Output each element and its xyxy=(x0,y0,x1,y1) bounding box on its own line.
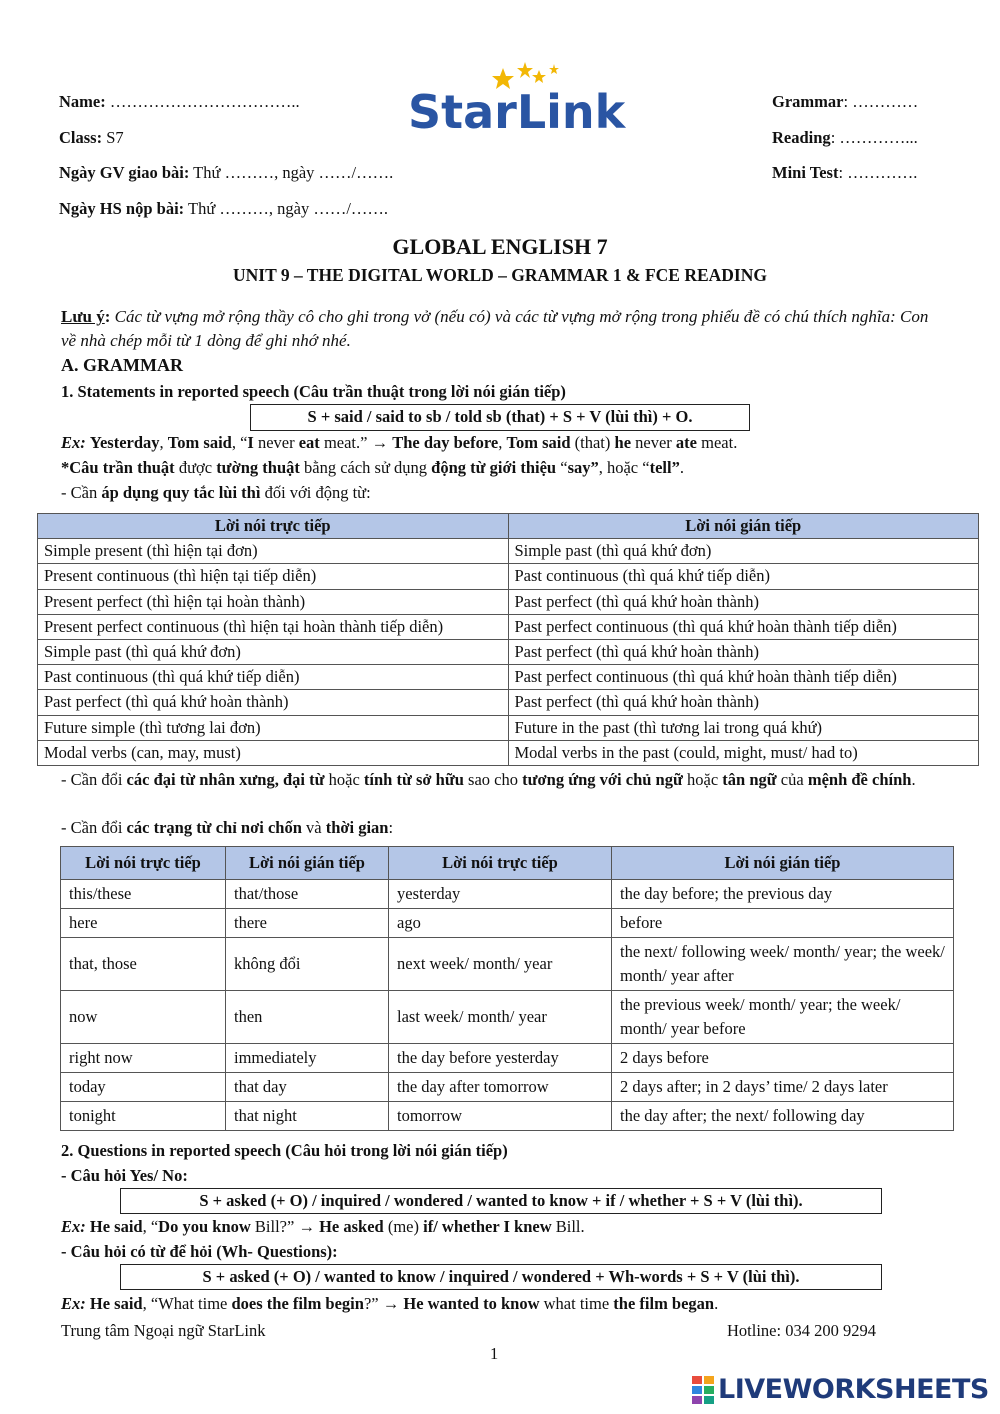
table-cell: yesterday xyxy=(389,880,612,909)
table-row xyxy=(38,665,979,690)
table-cell: Past perfect continuous (thì quá khứ hoàn thành tiếp diễn) xyxy=(508,614,979,639)
wh-formula: S + asked (+ O) / wanted to know / inquired / wondered + Wh-words + S + V (lùi thì). xyxy=(120,1264,882,1290)
liveworksheets-text: LIVEWORKSHEETS xyxy=(718,1374,989,1405)
table-cell: right now xyxy=(61,1044,226,1073)
backshift-rule: - Cần áp dụng quy tắc lùi thì đối với động từ: xyxy=(61,483,371,502)
table-row xyxy=(61,909,954,938)
table-cell: then xyxy=(226,991,389,1044)
questions-heading: 2. Questions in reported speech (Câu hỏi trong lời nói gián tiếp) xyxy=(61,1141,508,1160)
page-number: 1 xyxy=(490,1344,499,1363)
table-cell: Simple present (thì hiện tại đơn) xyxy=(38,539,509,564)
grammar-score: Grammar: ………… xyxy=(772,92,919,111)
table-cell: 2 days before xyxy=(612,1044,954,1073)
tense-table xyxy=(37,513,979,766)
table-header: Lời nói trực tiếp xyxy=(389,847,612,880)
table-row xyxy=(38,614,979,639)
table-row xyxy=(38,639,979,664)
table-cell: there xyxy=(226,909,389,938)
table-cell: Past continuous (thì quá khứ tiếp diễn) xyxy=(508,564,979,589)
page-title: GLOBAL ENGLISH 7 xyxy=(392,234,608,259)
table-cell: Present perfect (thì hiện tại hoàn thành) xyxy=(38,589,509,614)
table-cell: Past perfect (thì quá khứ hoàn thành) xyxy=(508,690,979,715)
table-cell: that/those xyxy=(226,880,389,909)
table-cell: Future in the past (thì tương lai trong quá khứ) xyxy=(508,715,979,740)
table-cell: Past perfect (thì quá khứ hoàn thành) xyxy=(508,589,979,614)
table-header: Lời nói gián tiếp xyxy=(612,847,954,880)
table-header: Lời nói trực tiếp xyxy=(61,847,226,880)
table-header: Lời nói gián tiếp xyxy=(226,847,389,880)
table-cell: Simple past (thì quá khứ đơn) xyxy=(38,639,509,664)
table-row xyxy=(61,880,954,909)
table-cell: that, those xyxy=(61,938,226,991)
footer-center-name: Trung tâm Ngoại ngữ StarLink xyxy=(61,1321,266,1340)
name-field: Name: …………………………….. xyxy=(59,92,300,111)
logo-star-icon xyxy=(517,62,533,78)
table-cell: the day before; the previous day xyxy=(612,880,954,909)
table-cell: Past continuous (thì quá khứ tiếp diễn) xyxy=(38,665,509,690)
table-cell: the day after tomorrow xyxy=(389,1073,612,1102)
table-cell: Past perfect (thì quá khứ hoàn thành) xyxy=(508,639,979,664)
yesno-example: Ex: He said, “Do you know Bill?” → He asked (me) if/ whether I knew Bill. xyxy=(61,1217,585,1236)
table-cell: không đổi xyxy=(226,938,389,991)
table-cell: today xyxy=(61,1073,226,1102)
table-row xyxy=(38,564,979,589)
starlink-logo xyxy=(408,62,638,142)
table-header: Lời nói trực tiếp xyxy=(38,514,509,539)
table-cell: Past perfect continuous (thì quá khứ hoàn thành tiếp diễn) xyxy=(508,665,979,690)
footer-hotline: Hotline: 034 200 9294 xyxy=(727,1321,876,1340)
statements-example: Ex: Yesterday, Tom said, “I never eat meat.” → The day before, Tom said (that) he never ate meat. xyxy=(61,433,738,452)
table-cell: Modal verbs (can, may, must) xyxy=(38,740,509,765)
assign-date-field: Ngày GV giao bài: Thứ ………, ngày ……/……. xyxy=(59,163,394,182)
table-cell: immediately xyxy=(226,1044,389,1073)
section-a-heading: A. GRAMMAR xyxy=(61,355,183,375)
table-cell: next week/ month/ year xyxy=(389,938,612,991)
table-cell: tomorrow xyxy=(389,1102,612,1131)
wh-example: Ex: He said, “What time does the film begin?” → He wanted to know what time the film began. xyxy=(61,1294,719,1313)
adverb-table xyxy=(60,846,954,1131)
liveworksheets-watermark xyxy=(692,1374,989,1405)
table-row xyxy=(38,539,979,564)
table-cell: last week/ month/ year xyxy=(389,991,612,1044)
table-cell: ago xyxy=(389,909,612,938)
table-cell: Present perfect continuous (thì hiện tại hoàn thành tiếp diễn) xyxy=(38,614,509,639)
yesno-formula: S + asked (+ O) / inquired / wondered / wanted to know + if / whether + S + V (lùi thì). xyxy=(120,1188,882,1214)
table-cell: Past perfect (thì quá khứ hoàn thành) xyxy=(38,690,509,715)
table-cell: the next/ following week/ month/ year; the week/ month/ year after xyxy=(612,938,954,991)
table-cell: Future simple (thì tương lai đơn) xyxy=(38,715,509,740)
adverb-rule: - Cần đổi các trạng từ chỉ nơi chốn và thời gian: xyxy=(61,818,394,837)
wh-label: - Câu hỏi có từ để hỏi (Wh- Questions): xyxy=(61,1242,338,1261)
table-cell: 2 days after; in 2 days’ time/ 2 days later xyxy=(612,1073,954,1102)
table-cell: Simple past (thì quá khứ đơn) xyxy=(508,539,979,564)
liveworksheets-logo-icon xyxy=(692,1376,714,1404)
table-row xyxy=(38,715,979,740)
statements-heading: 1. Statements in reported speech (Câu trần thuật trong lời nói gián tiếp) xyxy=(61,382,566,401)
table-header-row xyxy=(38,514,979,539)
logo-star-icon xyxy=(532,70,546,83)
table-row xyxy=(38,589,979,614)
table-cell: this/these xyxy=(61,880,226,909)
yesno-label: - Câu hỏi Yes/ No: xyxy=(61,1166,188,1185)
page-subtitle: UNIT 9 – THE DIGITAL WORLD – GRAMMAR 1 & FCE READING xyxy=(233,265,767,285)
table-cell: the day before yesterday xyxy=(389,1044,612,1073)
table-cell: now xyxy=(61,991,226,1044)
table-cell: the previous week/ month/ year; the week/ month/ year before xyxy=(612,991,954,1044)
table-cell: tonight xyxy=(61,1102,226,1131)
table-cell: the day after; the next/ following day xyxy=(612,1102,954,1131)
class-field: Class: S7 xyxy=(59,128,124,147)
table-row xyxy=(61,991,954,1044)
statements-formula: S + said / said to sb / told sb (that) + S + V (lùi thì) + O. xyxy=(250,404,750,431)
submit-date-field: Ngày HS nộp bài: Thứ ………, ngày ……/……. xyxy=(59,199,389,218)
table-row xyxy=(61,1044,954,1073)
table-cell: Modal verbs in the past (could, might, must/ had to) xyxy=(508,740,979,765)
table-row xyxy=(61,938,954,991)
table-row xyxy=(61,1073,954,1102)
table-cell: before xyxy=(612,909,954,938)
table-header: Lời nói gián tiếp xyxy=(508,514,979,539)
table-row xyxy=(38,690,979,715)
table-cell: here xyxy=(61,909,226,938)
table-row xyxy=(38,740,979,765)
table-cell: that night xyxy=(226,1102,389,1131)
pronoun-rule: - Cần đổi các đại từ nhân xưng, đại từ hoặc tính từ sở hữu sao cho tương ứng với chủ ngữ hoặc tân ngữ của mệnh đề chính. xyxy=(61,770,916,789)
logo-text: StarLink xyxy=(408,85,626,139)
reading-score: Reading: …………... xyxy=(772,128,918,147)
table-cell: Present continuous (thì hiện tại tiếp diễn) xyxy=(38,564,509,589)
minitest-score: Mini Test: …………. xyxy=(772,163,918,182)
logo-star-icon xyxy=(549,64,559,74)
reporting-verb-rule: *Câu trần thuật được tường thuật bằng cách sử dụng động từ giới thiệu “say”, hoặc “tell”. xyxy=(61,458,684,477)
note: Lưu ý: Các từ vựng mở rộng thầy cô cho ghi trong vở (nếu có) và các từ vựng mở rộng trong phiếu đề có chú thích nghĩa: Con về nhà chép mỗi từ 1 dòng để ghi nhớ nhé. xyxy=(61,307,929,350)
table-header-row xyxy=(61,847,954,880)
table-cell: that day xyxy=(226,1073,389,1102)
table-row xyxy=(61,1102,954,1131)
